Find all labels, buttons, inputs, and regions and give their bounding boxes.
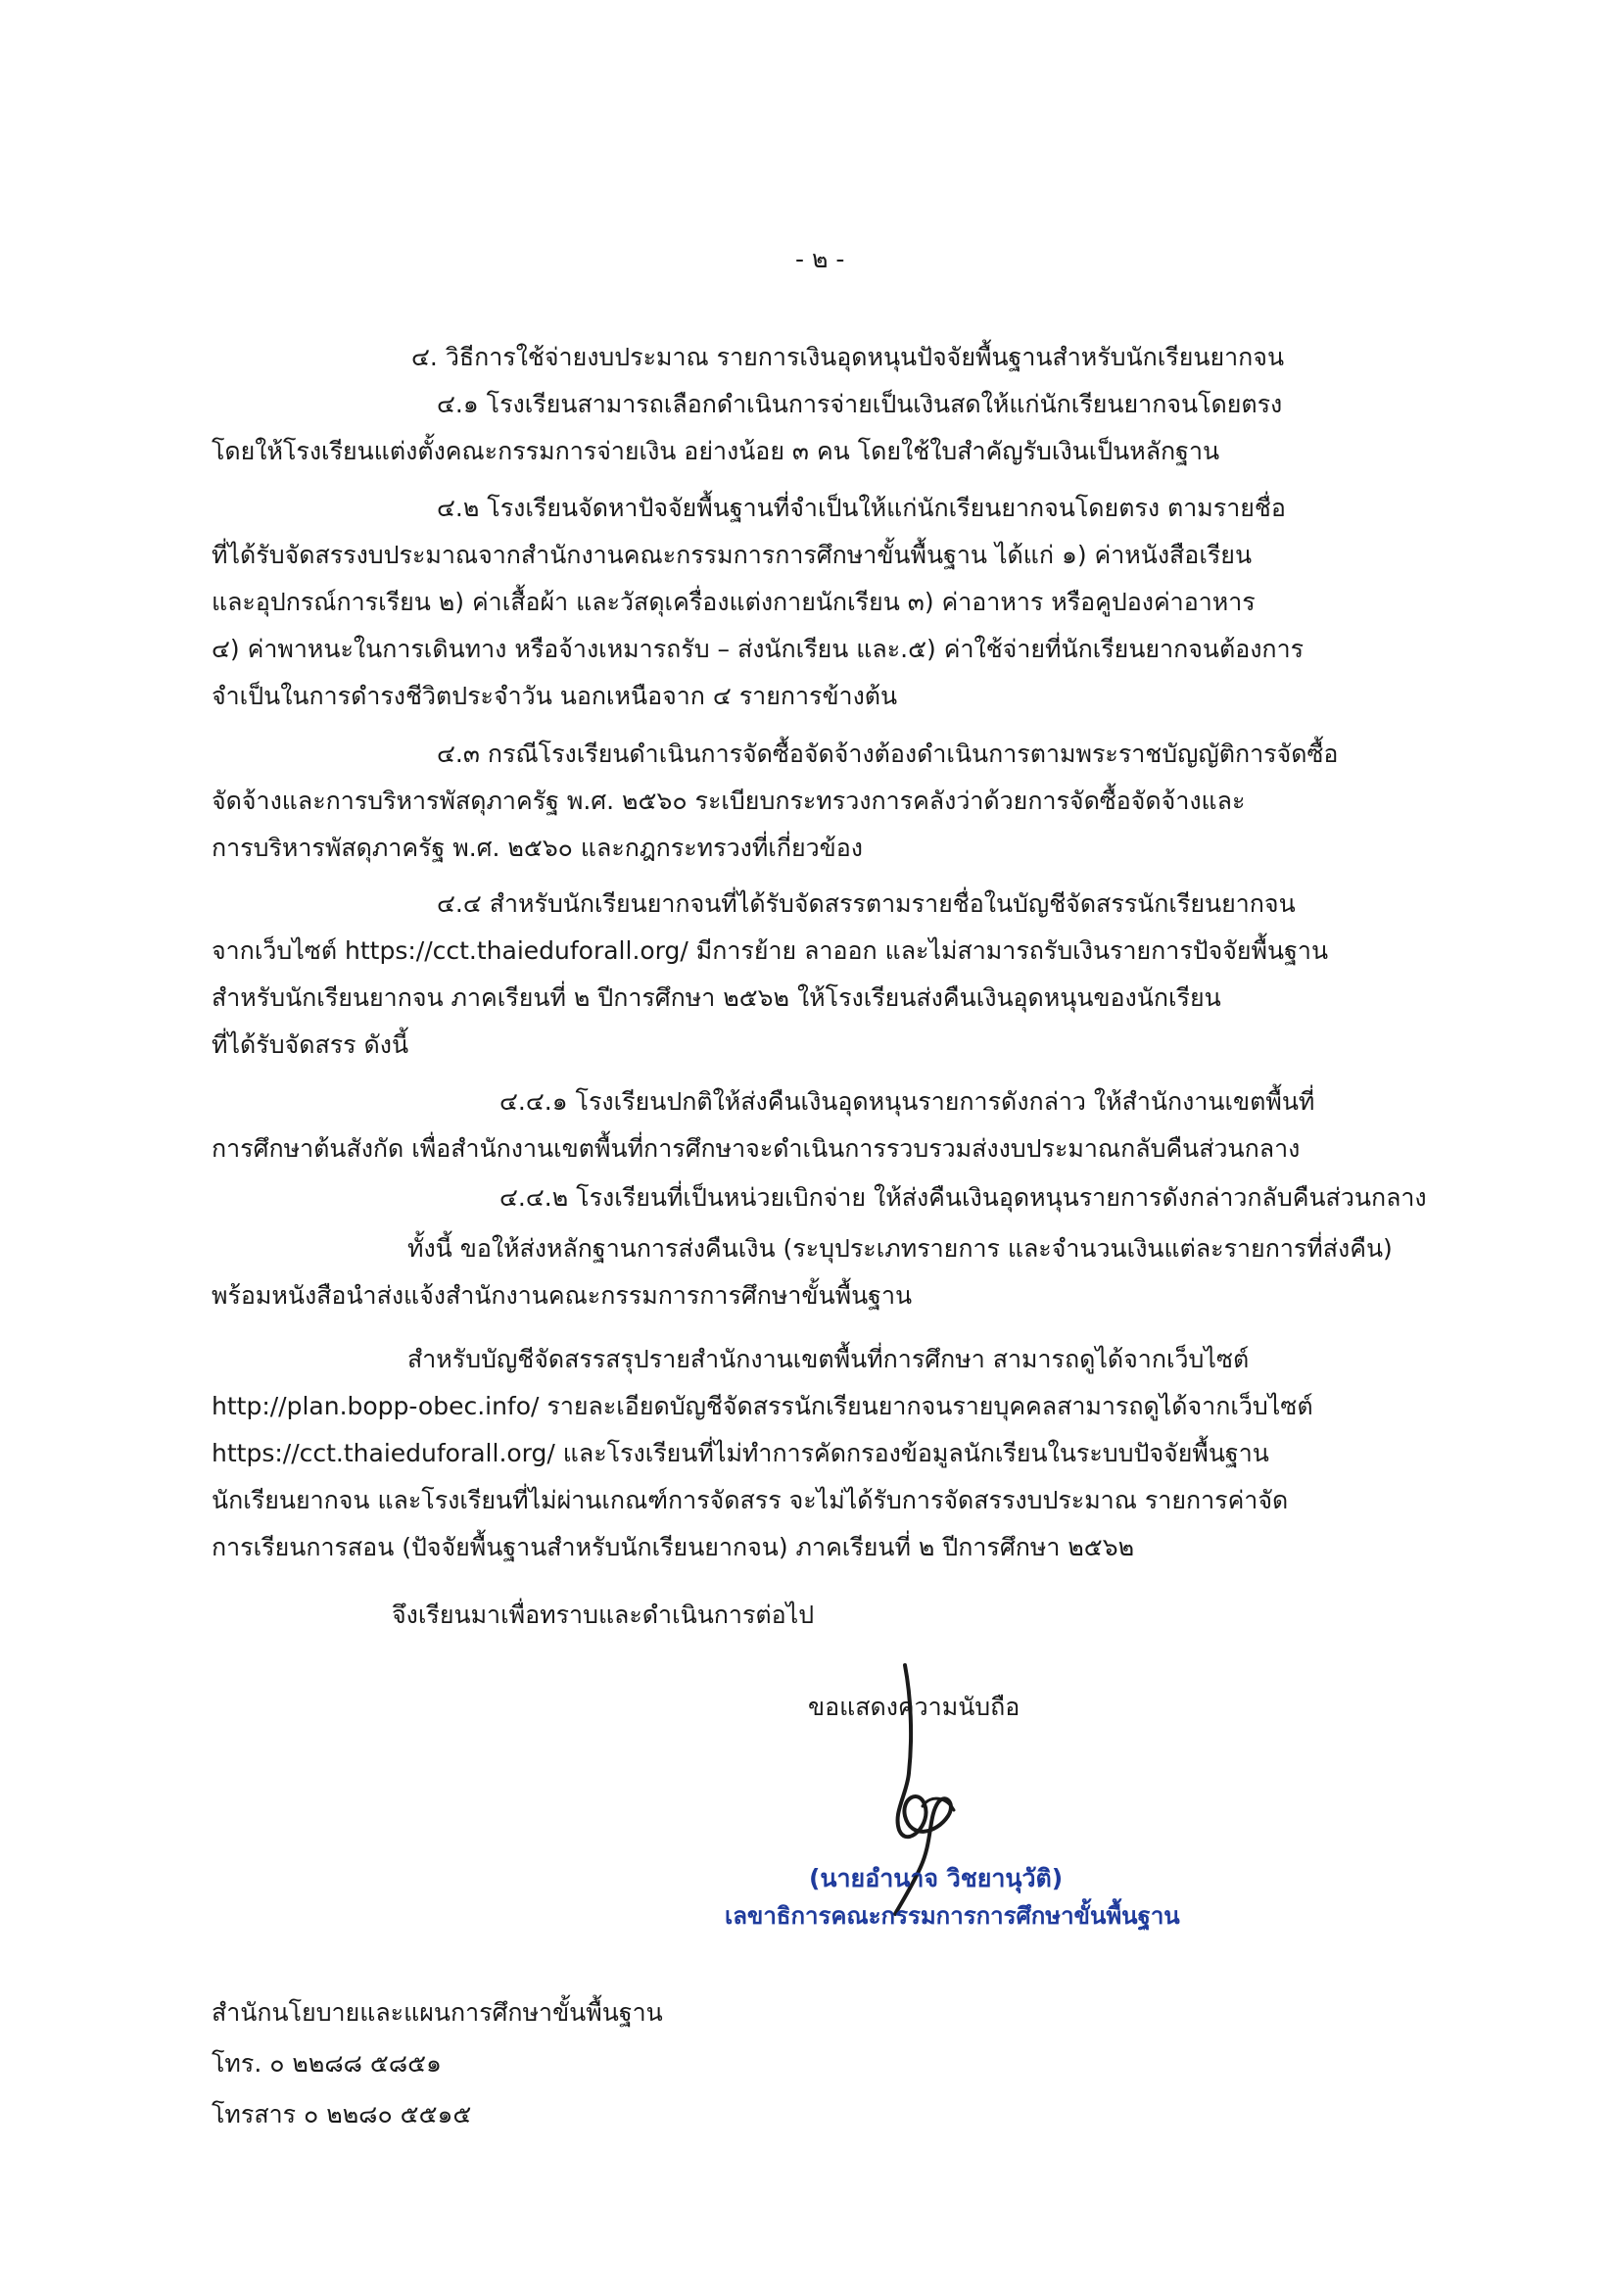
website-paragraph-line: https://cct.thaieduforall.org/ และโรงเรียนที่ไม่ทำการคัดกรองข้อมูลนักเรียนในระบบปัจจัยพื้นฐาน	[212, 1439, 1269, 1467]
item-4-4-line: ที่ได้รับจัดสรร ดังนี้	[212, 1030, 409, 1059]
footer-fax: โทรสาร ๐ ๒๒๘๐ ๕๕๑๕	[212, 2100, 472, 2129]
item-4-2-line: และอุปกรณ์การเรียน ๒) ค่าเสื้อผ้า และวัสดุเครื่องแต่งกายนักเรียน ๓) ค่าอาหาร หรือคูปองค่าอาหาร	[212, 588, 1256, 616]
item-4-1-line: ๔.๑ โรงเรียนสามารถเลือกดำเนินการจ่ายเป็นเงินสดให้แก่นักเรียนยากจนโดยตรง	[437, 390, 1283, 418]
item-4-4-1-line: ๔.๔.๑ โรงเรียนปกติให้ส่งคืนเงินอุดหนุนรายการดังกล่าว ให้สำนักงานเขตพื้นที่	[499, 1087, 1315, 1116]
item-4-4-1-line: การศึกษาต้นสังกัด เพื่อสำนักงานเขตพื้นที่การศึกษาจะดำเนินการรวบรวมส่งงบประมาณกลับคืนส่วนกลาง	[212, 1134, 1301, 1163]
item-4-2-line: ที่ได้รับจัดสรรงบประมาณจากสำนักงานคณะกรรมการการศึกษาขั้นพื้นฐาน ได้แก่ ๑) ค่าหนังสือเรียน	[212, 541, 1253, 569]
closing-statement: จึงเรียนมาเพื่อทราบและดำเนินการต่อไป	[392, 1601, 815, 1629]
footer-tel: โทร. ๐ ๒๒๘๘ ๕๘๕๑	[212, 2049, 442, 2078]
item-4-3-line: ๔.๓ กรณีโรงเรียนดำเนินการจัดซื้อจัดจ้างต้องดำเนินการตามพระราชบัญญัติการจัดซื้อ	[437, 740, 1339, 768]
signer-name: (นายอำนาจ วิชยานุวัติ)	[809, 1864, 1064, 1892]
item-4-1-line: โดยให้โรงเรียนแต่งตั้งคณะกรรมการจ่ายเงิน อย่างน้อย ๓ คน โดยใช้ใบสำคัญรับเงินเป็นหลักฐาน	[212, 437, 1220, 465]
page-number: - ๒ -	[795, 245, 845, 273]
item-4-4-line: จากเว็บไซต์ https://cct.thaieduforall.org/ มีการย้าย ลาออก และไม่สามารถรับเงินรายการปัจจัยพื้นฐาน	[212, 936, 1329, 965]
website-paragraph-line: นักเรียนยากจน และโรงเรียนที่ไม่ผ่านเกณฑ์การจัดสรร จะไม่ได้รับการจัดสรรงบประมาณ รายการค่าจัด	[212, 1486, 1289, 1514]
item-4-3-line: จัดจ้างและการบริหารพัสดุภาครัฐ พ.ศ. ๒๕๖๐ ระเบียบกระทรวงการคลังว่าด้วยการจัดซื้อจัดจ้างและ	[212, 787, 1246, 815]
section-4-heading: ๔. วิธีการใช้จ่ายงบประมาณ รายการเงินอุดหนุนปัจจัยพื้นฐานสำหรับนักเรียนยากจน	[411, 343, 1285, 371]
item-4-4-2-line: ๔.๔.๒ โรงเรียนที่เป็นหน่วยเบิกจ่าย ให้ส่งคืนเงินอุดหนุนรายการดังกล่าวกลับคืนส่วนกลาง	[499, 1183, 1427, 1212]
closing-salutation: ขอแสดงความนับถือ	[808, 1693, 1021, 1721]
footer-office: สำนักนโยบายและแผนการศึกษาขั้นพื้นฐาน	[212, 1998, 663, 2027]
proof-paragraph-line: ทั้งนี้ ขอให้ส่งหลักฐานการส่งคืนเงิน (ระบุประเภทรายการ และจำนวนเงินแต่ละรายการที่ส่งคืน)	[407, 1234, 1393, 1263]
signer-title: เลขาธิการคณะกรรมการการศึกษาขั้นพื้นฐาน	[725, 1902, 1180, 1930]
website-paragraph-line: การเรียนการสอน (ปัจจัยพื้นฐานสำหรับนักเรียนยากจน) ภาคเรียนที่ ๒ ปีการศึกษา ๒๕๖๒	[212, 1533, 1135, 1561]
item-4-3-line: การบริหารพัสดุภาครัฐ พ.ศ. ๒๕๖๐ และกฎกระทรวงที่เกี่ยวข้อง	[212, 834, 863, 862]
website-paragraph-line: http://plan.bopp-obec.info/ รายละเอียดบัญชีจัดสรรนักเรียนยากจนรายบุคคลสามารถดูได้จากเว็บไซต์	[212, 1392, 1313, 1420]
item-4-4-line: สำหรับนักเรียนยากจน ภาคเรียนที่ ๒ ปีการศึกษา ๒๕๖๒ ให้โรงเรียนส่งคืนเงินอุดหนุนของนักเรียน	[212, 983, 1221, 1012]
item-4-2-line: ๔) ค่าพาหนะในการเดินทาง หรือจ้างเหมารถรับ – ส่งนักเรียน และ.๕) ค่าใช้จ่ายที่นักเรียนยากจนต้องการ	[212, 635, 1305, 663]
item-4-2-line: จำเป็นในการดำรงชีวิตประจำวัน นอกเหนือจาก ๔ รายการข้างต้น	[212, 682, 898, 710]
proof-paragraph-line: พร้อมหนังสือนำส่งแจ้งสำนักงานคณะกรรมการการศึกษาขั้นพื้นฐาน	[212, 1281, 913, 1310]
website-paragraph-line: สำหรับบัญชีจัดสรรสรุปรายสำนักงานเขตพื้นที่การศึกษา สามารถดูได้จากเว็บไซต์	[407, 1345, 1250, 1373]
item-4-4-line: ๔.๔ สำหรับนักเรียนยากจนที่ได้รับจัดสรรตามรายชื่อในบัญชีจัดสรรนักเรียนยากจน	[437, 889, 1296, 918]
item-4-2-line: ๔.๒ โรงเรียนจัดหาปัจจัยพื้นฐานที่จำเป็นให้แก่นักเรียนยากจนโดยตรง ตามรายชื่อ	[437, 494, 1286, 522]
